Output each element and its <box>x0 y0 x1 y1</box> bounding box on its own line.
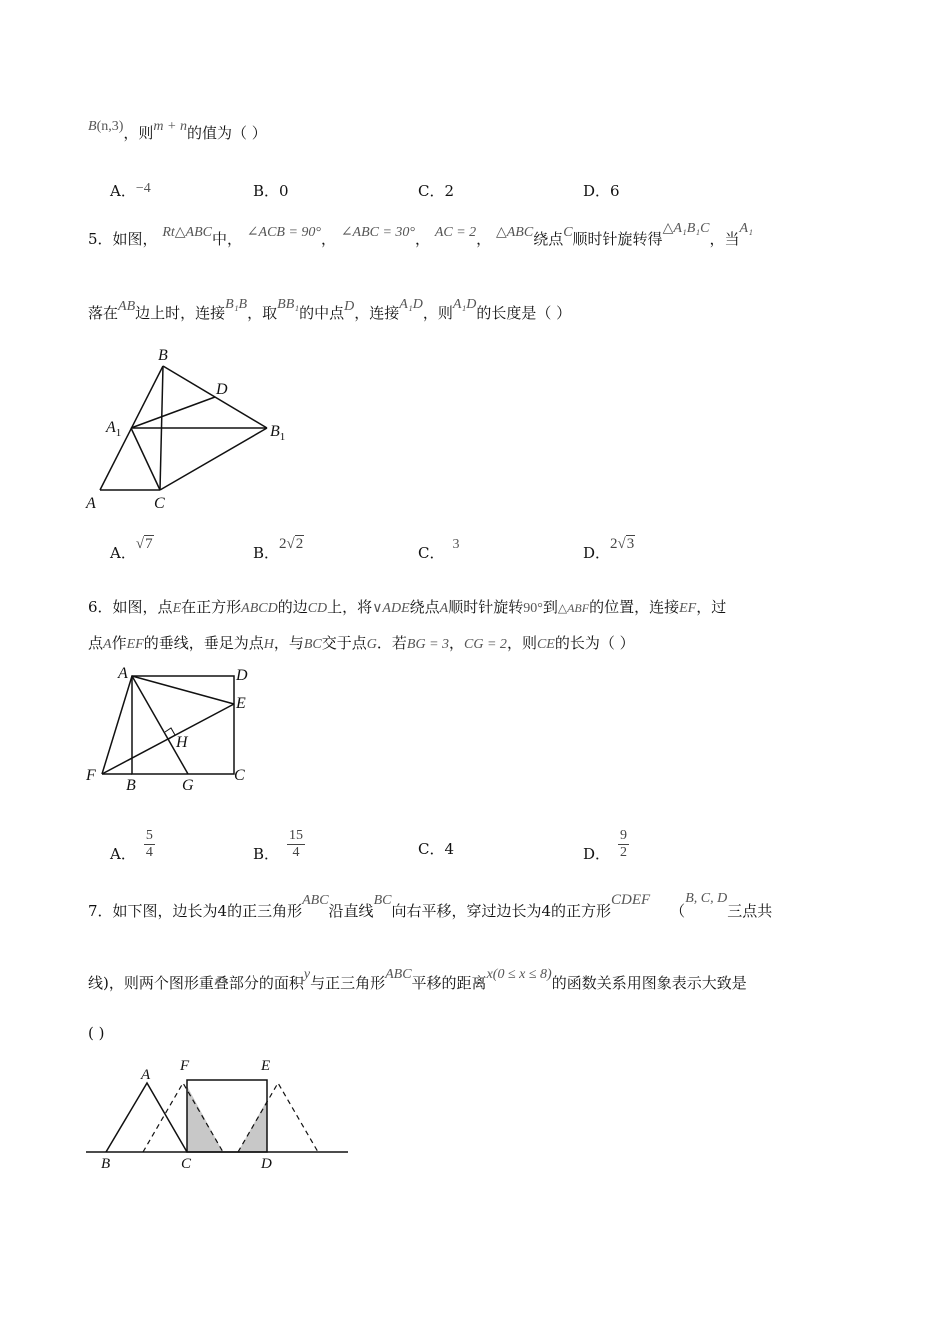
segment-c-b1 <box>160 428 267 490</box>
math-expr: A₁D <box>452 297 477 312</box>
label-c: C <box>154 495 165 512</box>
stem-text: 三点共 <box>727 902 773 920</box>
q4-option-c[interactable] <box>418 180 454 201</box>
math-expr: CDEF <box>611 892 651 908</box>
option-label: D． <box>583 182 611 200</box>
math-expr: CE <box>536 637 555 652</box>
option-label: B． <box>253 182 280 200</box>
q5-option-a[interactable] <box>110 536 154 563</box>
option-value: 6 <box>610 182 620 200</box>
math-expr: △ABC <box>495 225 534 240</box>
q4-expr: m + n <box>153 119 187 134</box>
math-expr: △ABF <box>557 601 590 615</box>
label-d: D <box>261 1156 272 1172</box>
stem-text: 向右平移，穿过边长为4的正方形 <box>391 902 611 920</box>
q5-option-b[interactable] <box>253 536 304 563</box>
stem-text: ．若 <box>376 634 407 652</box>
segment-a-e <box>132 676 234 704</box>
math-expr: A <box>439 601 449 616</box>
stem-text: 顺时针旋转 <box>448 598 524 616</box>
math-expr: B, C, D <box>685 891 728 906</box>
sqrt-value: 2√3 <box>610 536 635 552</box>
option-label: C． <box>418 840 445 858</box>
math-expr: BG = 3 <box>406 637 450 652</box>
math-expr: CG = 2 <box>464 637 507 652</box>
q6-option-c[interactable] <box>418 838 454 859</box>
question-number: 5． <box>88 230 113 248</box>
stem-text: ，取 <box>247 304 278 322</box>
question-number: 6． <box>88 598 113 616</box>
math-expr: C <box>563 225 573 240</box>
stem-text: 与正三角形 <box>310 974 386 992</box>
math-expr: AB <box>118 299 136 314</box>
label-e: E <box>236 695 246 712</box>
option-value: 2 <box>444 182 455 200</box>
q6-option-a[interactable] <box>110 828 155 861</box>
stem-text: 交于点 <box>321 634 367 652</box>
option-label: A． <box>110 544 136 562</box>
math-expr: ∠ABC = 30° <box>340 225 416 240</box>
stem-text: 在正方形 <box>181 598 242 616</box>
option-label: D． <box>583 844 611 863</box>
label-d: D <box>236 667 248 684</box>
segment-a-f <box>102 676 132 774</box>
stem-text: ， <box>415 230 431 248</box>
q6-figure <box>80 660 270 795</box>
stem-text: 的长度是（ ） <box>476 304 572 322</box>
option-value: 0 <box>279 182 289 200</box>
math-expr: BC <box>303 637 322 652</box>
math-expr: x(0 ≤ x ≤ 8) <box>486 967 552 982</box>
math-expr: ∨ADE <box>372 601 410 616</box>
segment-a-g <box>132 676 188 774</box>
math-expr: ABC <box>385 967 412 982</box>
math-expr: ABCD <box>241 601 278 616</box>
stem-text: 的位置，连接 <box>589 598 680 616</box>
q7-stem-line2 <box>88 967 747 993</box>
fraction-value: $\frac{5}{4}$ <box>145 828 153 860</box>
label-c: C <box>234 767 245 784</box>
q7-answer-brackets: ( ) <box>88 1024 105 1042</box>
option-value: 3 <box>452 537 460 552</box>
q6-stem-line2 <box>88 632 635 653</box>
q6-option-b[interactable] <box>253 828 305 861</box>
math-expr: EF <box>679 601 697 616</box>
q6-stem-line1 <box>88 596 726 617</box>
math-expr: ∠ACB = 90° <box>246 225 322 240</box>
stem-text: 到 <box>542 598 558 616</box>
label-b: B <box>126 777 136 794</box>
q4-stem-line <box>88 119 267 143</box>
option-label: D． <box>583 544 611 562</box>
math-expr: ABC <box>302 893 329 908</box>
stem-text: 边上时，连接 <box>135 304 226 322</box>
option-label: A． <box>110 182 136 200</box>
sqrt-value: √7 <box>135 536 153 552</box>
label-f: F <box>86 767 96 784</box>
stem-text: 的垂线，垂足为点 <box>143 634 264 652</box>
segment-a1-d <box>131 397 215 428</box>
stem-text: 的边 <box>277 598 308 616</box>
option-label: A． <box>110 844 136 863</box>
stem-text: 上，将 <box>327 598 373 616</box>
math-expr: AC = 2 <box>434 225 477 240</box>
label-b1: $B_1$ <box>270 423 286 443</box>
stem-text: 线)，则两个图形重叠部分的面积 <box>88 974 304 992</box>
stem-text: （ <box>670 902 686 920</box>
segment-a1-c <box>131 428 160 490</box>
stem-text: ， <box>449 634 465 652</box>
q6-option-d[interactable] <box>583 828 629 861</box>
fraction-value: $\frac{15}{4}$ <box>289 828 304 860</box>
math-expr: B₁B <box>225 297 248 312</box>
math-expr: A₁ <box>739 221 753 236</box>
option-value: −4 <box>135 181 151 196</box>
stem-text: 平移的距离 <box>411 974 487 992</box>
question-number: 7． <box>88 902 113 920</box>
stem-text: ，连接 <box>354 304 400 322</box>
q4-option-d[interactable] <box>583 180 620 201</box>
fraction-value: $\frac{9}{2}$ <box>620 828 628 860</box>
math-expr: BC <box>373 893 392 908</box>
math-expr: D <box>344 299 355 314</box>
math-expr: CD <box>307 601 328 616</box>
label-b: B <box>101 1156 111 1172</box>
label-a: A <box>86 495 96 512</box>
option-label: C． <box>418 544 445 562</box>
q5-figure <box>80 340 310 515</box>
q5-stem-line2 <box>88 297 572 323</box>
stem-text: 绕点 <box>533 230 564 248</box>
math-expr: Rt△ABC <box>162 225 212 240</box>
stem-text: ， <box>321 230 337 248</box>
label-g: G <box>182 777 194 794</box>
label-a: A <box>118 665 128 682</box>
math-expr: 90° <box>523 601 543 616</box>
q5-option-c[interactable] <box>418 537 460 563</box>
stem-text: 点 <box>88 634 104 652</box>
math-expr: E <box>172 601 182 616</box>
label-e: E <box>261 1058 271 1074</box>
math-expr: G <box>366 637 377 652</box>
stem-text: 顺时针旋转得 <box>572 230 663 248</box>
math-expr: △A₁B₁C <box>662 221 710 236</box>
label-a: A <box>141 1067 151 1083</box>
q4-option-a[interactable] <box>110 180 151 201</box>
q7-figure <box>80 1050 360 1175</box>
stem-text: ，与 <box>273 634 304 652</box>
stem-text: ，则 <box>422 304 453 322</box>
option-label: C． <box>418 182 445 200</box>
stem-text: 的中点 <box>299 304 345 322</box>
label-h: H <box>176 734 188 751</box>
stem-text: 中， <box>212 230 243 248</box>
label-d: D <box>216 381 228 398</box>
stem-text: 沿直线 <box>328 902 374 920</box>
label-c: C <box>181 1156 192 1172</box>
label-f: F <box>180 1058 190 1074</box>
q4-text2: 的值为（ ） <box>186 124 267 142</box>
stem-text: 作 <box>111 634 127 652</box>
math-expr: y <box>303 967 311 982</box>
q4-option-b[interactable] <box>253 180 289 201</box>
stem-text: 如图， <box>112 230 158 248</box>
math-expr: A₁D <box>399 297 423 312</box>
stem-text: 绕点 <box>409 598 440 616</box>
stem-text: ，当 <box>709 230 740 248</box>
stem-text: 的长为（ ） <box>554 634 635 652</box>
label-a1: $A_1$ <box>106 419 122 439</box>
stem-text: ， <box>476 230 492 248</box>
stem-text: 的函数关系用图象表示大致是 <box>551 974 747 992</box>
stem-text: 如下图，边长为4的正三角形 <box>112 902 303 920</box>
stem-text: 落在 <box>88 304 119 322</box>
math-expr: EF <box>126 637 144 652</box>
stem-text: ，则 <box>506 634 537 652</box>
label-b: B <box>158 347 168 364</box>
q4-text1: ，则 <box>123 124 154 142</box>
math-expr: H <box>263 637 274 652</box>
option-label: B． <box>253 544 280 562</box>
sqrt-value: 2√2 <box>279 536 304 552</box>
q4-point-label: B <box>88 119 97 134</box>
math-expr: A <box>103 637 112 652</box>
q5-stem-line1 <box>88 221 753 249</box>
math-expr: BB₁ <box>277 297 300 312</box>
q4-point-coords: (n,3) <box>96 119 124 134</box>
triangle-abc <box>106 1083 187 1152</box>
stem-text: 如图，点 <box>112 598 173 616</box>
q7-stem-line1 <box>88 891 773 921</box>
stem-text: ，过 <box>696 598 727 616</box>
option-label: B． <box>253 844 280 863</box>
option-value: 4 <box>444 840 455 858</box>
q5-option-d[interactable] <box>583 536 635 563</box>
